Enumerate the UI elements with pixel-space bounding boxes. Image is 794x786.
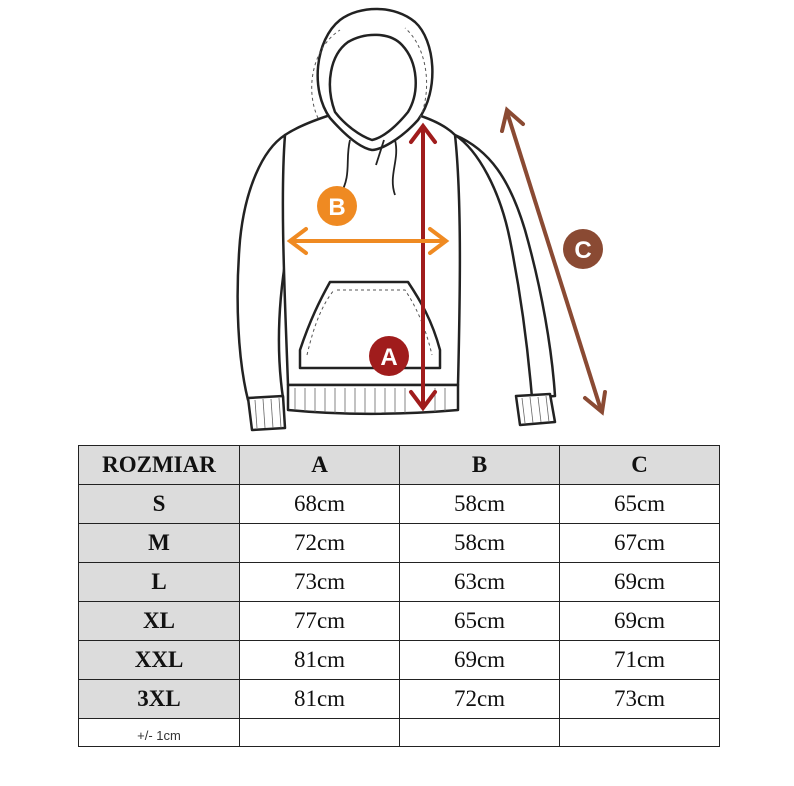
size-cell: M	[79, 524, 240, 563]
size-cell: XL	[79, 602, 240, 641]
label-c: C	[574, 237, 592, 264]
header-b: B	[400, 446, 560, 485]
table-row	[79, 602, 720, 641]
table-header-row	[79, 446, 720, 485]
empty-cell	[240, 719, 400, 747]
value-b: 63cm	[400, 563, 560, 602]
size-cell: L	[79, 563, 240, 602]
value-a: 81cm	[240, 680, 400, 719]
value-b: 58cm	[400, 485, 560, 524]
empty-cell	[560, 719, 720, 747]
label-b: B	[328, 194, 346, 221]
value-b: 65cm	[400, 602, 560, 641]
table-row	[79, 680, 720, 719]
value-a: 77cm	[240, 602, 400, 641]
size-chart-table	[78, 445, 720, 747]
empty-cell	[400, 719, 560, 747]
size-cell: XXL	[79, 641, 240, 680]
header-a: A	[240, 446, 400, 485]
table-row	[79, 563, 720, 602]
label-a: A	[380, 344, 398, 371]
value-a: 73cm	[240, 563, 400, 602]
header-c: C	[560, 446, 720, 485]
size-cell: S	[79, 485, 240, 524]
value-b: 69cm	[400, 641, 560, 680]
tolerance-cell	[79, 719, 240, 747]
value-b: 72cm	[400, 680, 560, 719]
value-c: 67cm	[560, 524, 720, 563]
value-c: 69cm	[560, 563, 720, 602]
value-a: 81cm	[240, 641, 400, 680]
note-row	[79, 719, 720, 747]
header-size: ROZMIAR	[79, 446, 240, 485]
value-a: 68cm	[240, 485, 400, 524]
value-b: 58cm	[400, 524, 560, 563]
value-a: 72cm	[240, 524, 400, 563]
table-row	[79, 641, 720, 680]
value-c: 69cm	[560, 602, 720, 641]
size-cell: 3XL	[79, 680, 240, 719]
value-c: 65cm	[560, 485, 720, 524]
table-row	[79, 485, 720, 524]
value-c: 73cm	[560, 680, 720, 719]
value-c: 71cm	[560, 641, 720, 680]
table-row	[79, 524, 720, 563]
tolerance-note: +/- 1cm	[137, 727, 181, 743]
